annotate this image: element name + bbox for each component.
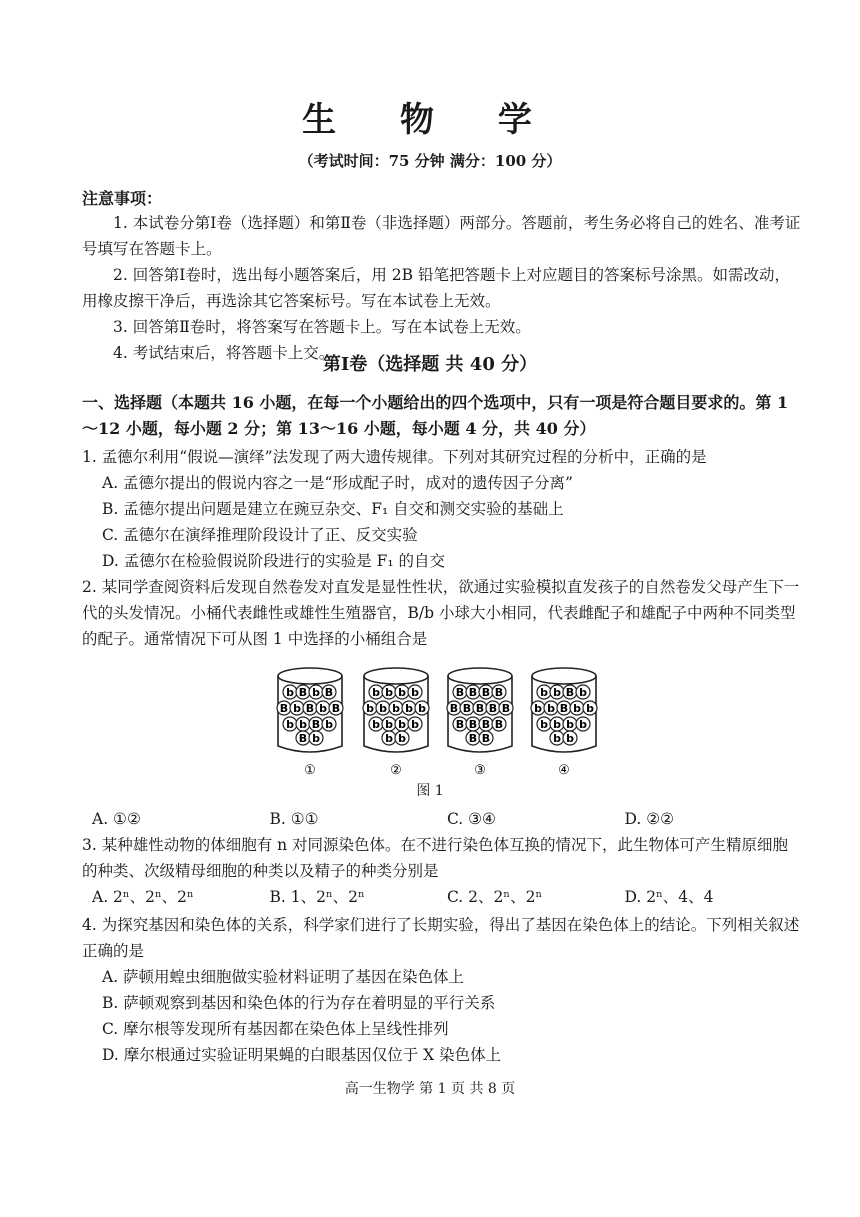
ball-letter: B [298, 686, 308, 699]
bucket-label: ③ [474, 763, 486, 778]
ball-letter: B [494, 686, 504, 699]
ball-letter: b [366, 702, 374, 715]
ball-letter: b [392, 702, 400, 715]
ball-letter: B [455, 686, 465, 699]
ball-letter: b [411, 718, 419, 731]
ball-letter: B [559, 702, 569, 715]
question-2-options [82, 806, 802, 832]
option-d: D. ②② [624, 810, 675, 828]
notice-item: 1. 本试卷分第Ⅰ卷（选择题）和第Ⅱ卷（非选择题）两部分。答题前，考生务必将自己的姓名、准考证号填写在答题卡上。 [82, 214, 801, 258]
ball-letter: b [385, 732, 393, 745]
section-title: 第Ⅰ卷（选择题 共 40 分） [322, 354, 538, 375]
exam-title: 生 物 学 [302, 100, 558, 140]
ball-letter: B [481, 686, 491, 699]
option-a: A. 萨顿用蝗虫细胞做实验材料证明了基因在染色体上 [102, 968, 465, 986]
ball-letter: b [405, 702, 413, 715]
ball-letter: B [324, 686, 334, 699]
option-c: C. 孟德尔在演绎推理阶段设计了正、反交实验 [102, 526, 418, 544]
question-2 [82, 574, 802, 652]
ball-letter: B [468, 718, 478, 731]
exam-time-score: （考试时间：75 分钟 满分：100 分） [298, 152, 562, 170]
option-b: B. 萨顿观察到基因和染色体的行为存在着明显的平行关系 [102, 994, 496, 1012]
option-c: C. ③④ [447, 810, 496, 828]
ball-letter: b [534, 702, 542, 715]
page-footer: 高一生物学 第 1 页 共 8 页 [344, 1081, 516, 1097]
ball-letter: b [411, 686, 419, 699]
question-3 [82, 832, 802, 910]
option-d: D. 摩尔根通过实验证明果蝇的白眼基因仅位于 X 染色体上 [102, 1046, 502, 1064]
option-c: C. 摩尔根等发现所有基因都在染色体上呈线性排列 [102, 1020, 449, 1038]
ball-letter: B [481, 732, 491, 745]
bucket-label: ④ [558, 763, 570, 778]
option-a: A. ①② [92, 810, 141, 828]
option-a: A. 2ⁿ、2ⁿ、2ⁿ [92, 888, 194, 906]
notice-heading: 注意事项： [82, 189, 163, 208]
ball-letter: b [379, 702, 387, 715]
bucket-label: ② [390, 763, 402, 778]
ball-letter: B [331, 702, 341, 715]
ball-letter: b [540, 718, 548, 731]
figure-1-buckets [268, 662, 608, 792]
ball-letter: b [286, 718, 294, 731]
ball-letter: B [279, 702, 289, 715]
option-b: B. 孟德尔提出问题是建立在豌豆杂交、F₁ 自交和测交实验的基础上 [102, 500, 564, 518]
question-stem: 3. 某种雄性动物的体细胞有 n 对同源染色体。在不进行染色体互换的情况下，此生物体可产生精原细胞的种类、次级精母细胞的种类以及精子的种类分别是 [82, 836, 789, 880]
ball-letter: B [462, 702, 472, 715]
ball-letter: B [449, 702, 459, 715]
figure-caption: 图 1 [416, 783, 444, 799]
ball-letter: b [398, 686, 406, 699]
ball-letter: b [540, 686, 548, 699]
ball-letter: B [494, 718, 504, 731]
ball-letter: b [286, 686, 294, 699]
ball-letter: b [319, 702, 327, 715]
ball-letter: B [475, 702, 485, 715]
option-d: D. 2ⁿ、4、4 [624, 888, 714, 906]
question-4 [82, 912, 802, 1068]
option-d: D. 孟德尔在检验假说阶段进行的实验是 F₁ 的自交 [102, 552, 446, 570]
ball-letter: b [299, 718, 307, 731]
ball-letter: B [481, 718, 491, 731]
question-stem: 1. 孟德尔利用“假说—演绎”法发现了两大遗传规律。下列对其研究过程的分析中，正确的是 [82, 448, 707, 466]
question-stem: 4. 为探究基因和染色体的关系，科学家们进行了长期实验，得出了基因在染色体上的结论。下列相关叙述正确的是 [82, 916, 800, 960]
ball-letter: b [385, 718, 393, 731]
option-b: B. ①① [269, 810, 319, 828]
ball-letter: b [566, 732, 574, 745]
bucket-label: ① [304, 763, 316, 778]
ball-letter: b [586, 702, 594, 715]
ball-letter: b [385, 686, 393, 699]
question-1 [82, 444, 802, 574]
ball-letter: b [372, 686, 380, 699]
ball-letter: B [305, 702, 315, 715]
ball-letter: b [293, 702, 301, 715]
ball-letter: b [566, 718, 574, 731]
ball-letter: b [418, 702, 426, 715]
option-a: A. 孟德尔提出的假说内容之一是“形成配子时，成对的遗传因子分离” [102, 474, 573, 492]
ball-letter: b [573, 702, 581, 715]
ball-letter: b [553, 718, 561, 731]
ball-letter: b [547, 702, 555, 715]
notice-list [82, 210, 802, 366]
ball-letter: B [298, 732, 308, 745]
ball-letter: B [455, 718, 465, 731]
ball-letter: B [501, 702, 511, 715]
ball-letter: B [565, 686, 575, 699]
section-instructions: 一、选择题（本题共 16 小题，在每一个小题给出的四个选项中，只有一项是符合题目要求的。第 1～12 小题，每小题 2 分；第 13～16 小题，每小题 4 分，共 40 分） [82, 393, 789, 438]
ball-letter: B [468, 732, 478, 745]
ball-letter: b [579, 718, 587, 731]
option-b: B. 1、2ⁿ、2ⁿ [269, 888, 365, 906]
ball-letter: b [312, 732, 320, 745]
ball-letter: b [398, 718, 406, 731]
notice-item: 4. 考试结束后，将答题卡上交。 [113, 344, 335, 362]
ball-letter: b [398, 732, 406, 745]
option-c: C. 2、2ⁿ、2ⁿ [447, 888, 543, 906]
ball-letter: b [553, 732, 561, 745]
question-stem: 2. 某同学查阅资料后发现自然卷发对直发是显性性状，欲通过实验模拟直发孩子的自然卷发父母产生下一代的头发情况。小桶代表雌性或雄性生殖器官，B/b 小球大小相同，代表雌配子和雄配子中两种不同类型的配子。通常情况下可从图 1 中选择的小桶组合是 [82, 578, 800, 648]
ball-letter: B [488, 702, 498, 715]
ball-letter: b [312, 686, 320, 699]
notice-item: 3. 回答第Ⅱ卷时，将答案写在答题卡上。写在本试卷上无效。 [113, 318, 531, 336]
notice-item: 2. 回答第Ⅰ卷时，选出每小题答案后，用 2B 铅笔把答题卡上对应题目的答案标号涂黑。如需改动，用橡皮擦干净后，再选涂其它答案标号。写在本试卷上无效。 [82, 266, 790, 310]
ball-letter: b [325, 718, 333, 731]
ball-letter: b [553, 686, 561, 699]
ball-letter: b [372, 718, 380, 731]
ball-letter: B [311, 718, 321, 731]
ball-letter: B [468, 686, 478, 699]
ball-letter: b [579, 686, 587, 699]
